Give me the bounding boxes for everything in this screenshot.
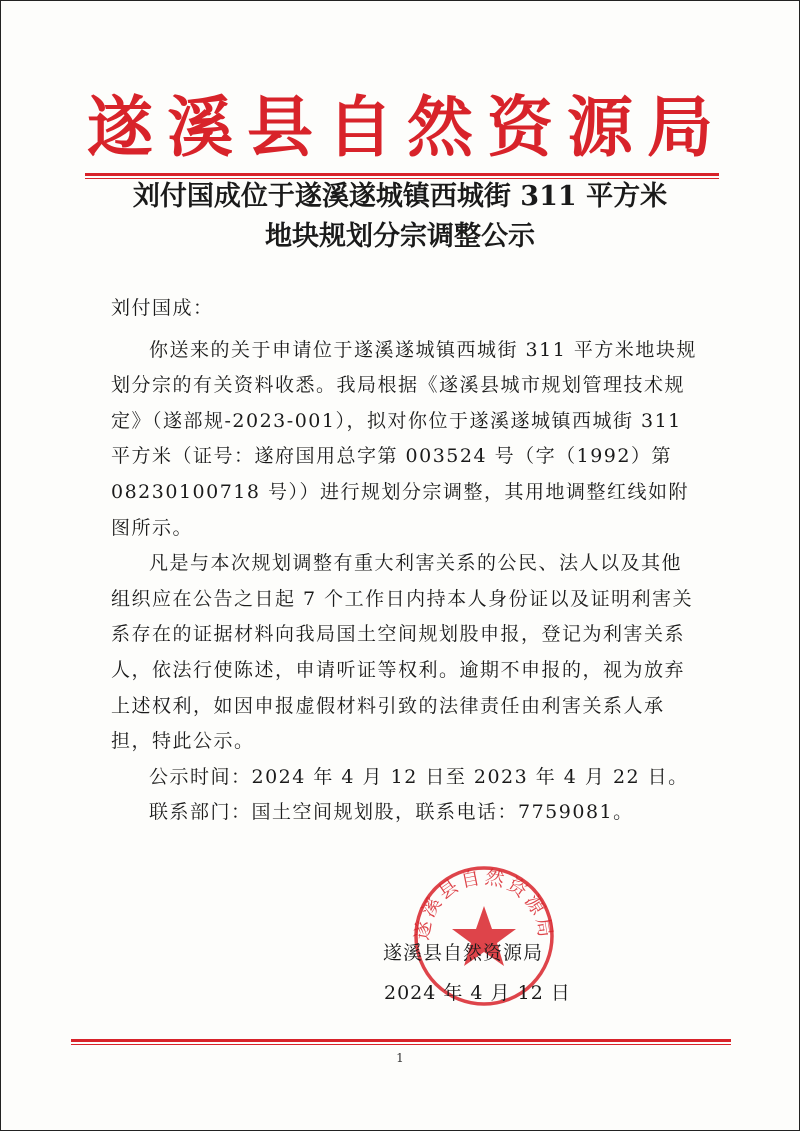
paragraph-application: 你送来的关于申请位于遂溪遂城镇西城街 311 平方米地块规划分宗的有关资料收悉。我局根据《遂溪县城市规划管理技术规定》（遂部规-2023-001），拟对你位于遂溪遂城镇西城街 311 平方米（证号：遂府国用总字第 003524 号（字（1992）第 08230100718 号））进行规划分宗调整，其用地调整红线如附图所示。 bbox=[111, 338, 697, 539]
page-number: 1 bbox=[396, 1051, 404, 1065]
notice-title bbox=[61, 177, 739, 257]
signature-issuer: 遂溪县自然资源局 bbox=[383, 942, 544, 964]
notice-title-line2: 地块规划分宗调整公示 bbox=[265, 221, 535, 252]
notice-title-line1: 刘付国成位于遂溪遂城镇西城街 311 平方米 bbox=[132, 181, 668, 212]
paragraph-objection: 凡是与本次规划调整有重大利害关系的公民、法人以及其他组织应在公告之日起 7 个工作日内持本人身份证以及证明利害关系存在的证据材料向我局国土空间规划股申报，登记为利害关系人，依法行使陈述，申请听证等权利。逾期不申报的，视为放弃上述权利，如因申报虚假材料引致的法律责任由利害关系人承担，特此公示。 bbox=[111, 552, 694, 753]
agency-masthead: 遂溪县自然资源局 bbox=[87, 88, 727, 166]
signature-date: 2024 年 4 月 12 日 bbox=[384, 982, 571, 1004]
signature-block bbox=[383, 933, 571, 1013]
notice-body bbox=[111, 291, 701, 831]
footer-red-rule bbox=[71, 1039, 731, 1042]
paragraph-period: 公示时间：2024 年 4 月 12 日至 2023 年 4 月 22 日。 bbox=[149, 765, 689, 788]
salutation: 刘付国成： bbox=[111, 297, 214, 319]
paragraph-contact: 联系部门：国土空间规划股，联系电话：7759081。 bbox=[149, 801, 634, 824]
footer-red-rule-thin bbox=[71, 1044, 731, 1045]
svg-text:遂溪县自然资源局: 遂溪县自然资源局 bbox=[411, 866, 557, 942]
header-red-rule bbox=[85, 173, 719, 176]
